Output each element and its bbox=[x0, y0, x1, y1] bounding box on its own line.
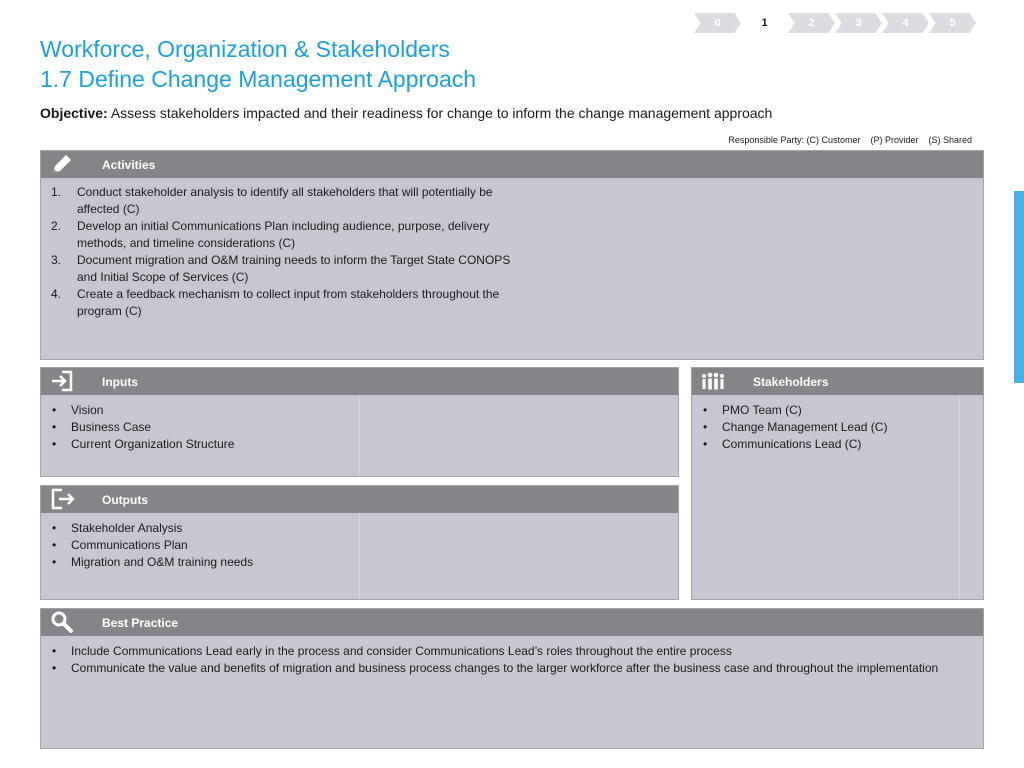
page-title: Workforce, Organization & Stakeholders bbox=[40, 36, 450, 62]
objective bbox=[40, 105, 772, 121]
best-practice-body bbox=[41, 636, 983, 748]
stakeholders-body bbox=[692, 395, 983, 599]
step-4-label: 4 bbox=[902, 17, 909, 29]
list-item: • Change Management Lead (C) bbox=[703, 419, 887, 436]
stakeholders-list bbox=[703, 402, 887, 453]
step-5[interactable] bbox=[929, 13, 976, 33]
inputs-header bbox=[41, 368, 678, 395]
list-item bbox=[51, 184, 511, 218]
list-item: • Migration and O&M training needs bbox=[52, 554, 253, 571]
list-item: • Include Communications Lead early in the process and consider Communications Lead’s roles throughout the entire process bbox=[52, 643, 938, 660]
step-5-label: 5 bbox=[949, 17, 956, 29]
best-practice-panel bbox=[40, 608, 984, 749]
list-item: • Communications Plan bbox=[52, 537, 253, 554]
stakeholders-title: Stakeholders bbox=[753, 375, 829, 389]
magnifier-icon bbox=[49, 611, 75, 633]
responsible-party-legend bbox=[728, 135, 972, 145]
activities-title: Activities bbox=[102, 158, 156, 172]
item-text: Document migration and O&M training needs to inform the Target State CONOPS and Initial Scope of Services (C) bbox=[77, 253, 511, 284]
list-item: • PMO Team (C) bbox=[703, 402, 887, 419]
activities-panel bbox=[40, 150, 984, 360]
list-item: • Communicate the value and benefits of migration and business process changes to the larger workforce after the business case and throughout the implementation bbox=[52, 660, 938, 677]
sign-out-icon bbox=[49, 488, 75, 510]
side-accent-bar bbox=[1014, 191, 1024, 383]
list-item: • Communications Lead (C) bbox=[703, 436, 887, 453]
list-item bbox=[51, 218, 511, 252]
outputs-list bbox=[52, 520, 253, 571]
outputs-header bbox=[41, 486, 678, 513]
objective-text: Assess stakeholders impacted and their readiness for change to inform the change management approach bbox=[110, 105, 773, 121]
people-icon bbox=[700, 370, 726, 392]
step-3-label: 3 bbox=[855, 17, 862, 29]
outputs-title: Outputs bbox=[102, 493, 148, 507]
inputs-list bbox=[52, 402, 234, 453]
inputs-body bbox=[41, 395, 678, 476]
step-navigation bbox=[694, 13, 976, 33]
step-2-label: 2 bbox=[808, 17, 815, 29]
outputs-panel bbox=[40, 485, 679, 600]
list-item: • Vision bbox=[52, 402, 234, 419]
responsible-customer: Responsible Party: (C) Customer bbox=[728, 135, 861, 145]
objective-label: Objective: bbox=[40, 105, 108, 121]
activities-header bbox=[41, 151, 983, 178]
best-practice-title: Best Practice bbox=[102, 616, 179, 630]
responsible-shared: (S) Shared bbox=[928, 135, 972, 145]
responsible-provider: (P) Provider bbox=[870, 135, 919, 145]
list-item: • Business Case bbox=[52, 419, 234, 436]
item-number: 3. bbox=[51, 253, 62, 267]
best-practice-list bbox=[52, 643, 938, 677]
step-3[interactable] bbox=[835, 13, 882, 33]
list-item: • Current Organization Structure bbox=[52, 436, 234, 453]
stakeholders-panel bbox=[691, 367, 984, 600]
inputs-panel bbox=[40, 367, 679, 477]
sign-in-icon bbox=[49, 370, 75, 392]
item-number: 4. bbox=[51, 287, 62, 301]
item-text: Conduct stakeholder analysis to identify all stakeholders that will potentially be affected (C) bbox=[77, 185, 493, 216]
step-1-label: 1 bbox=[761, 17, 768, 29]
activities-body bbox=[41, 178, 983, 359]
stakeholders-header bbox=[692, 368, 983, 395]
list-item bbox=[51, 286, 511, 320]
step-2[interactable] bbox=[788, 13, 835, 33]
step-0[interactable] bbox=[694, 13, 741, 33]
item-number: 2. bbox=[51, 219, 62, 233]
list-item bbox=[51, 252, 511, 286]
best-practice-header bbox=[41, 609, 983, 636]
pencil-icon bbox=[49, 153, 75, 175]
step-0-label: 0 bbox=[714, 17, 721, 29]
step-1[interactable] bbox=[741, 13, 788, 33]
item-text: Create a feedback mechanism to collect input from stakeholders throughout the program (C) bbox=[77, 287, 500, 318]
inputs-title: Inputs bbox=[102, 375, 138, 389]
item-text: Develop an initial Communications Plan including audience, purpose, delivery methods, and timeline considerations (C) bbox=[77, 219, 490, 250]
item-number: 1. bbox=[51, 185, 62, 199]
step-4[interactable] bbox=[882, 13, 929, 33]
list-item: • Stakeholder Analysis bbox=[52, 520, 253, 537]
activities-list bbox=[51, 184, 511, 320]
page-subtitle: 1.7 Define Change Management Approach bbox=[40, 66, 477, 92]
outputs-body bbox=[41, 513, 678, 599]
